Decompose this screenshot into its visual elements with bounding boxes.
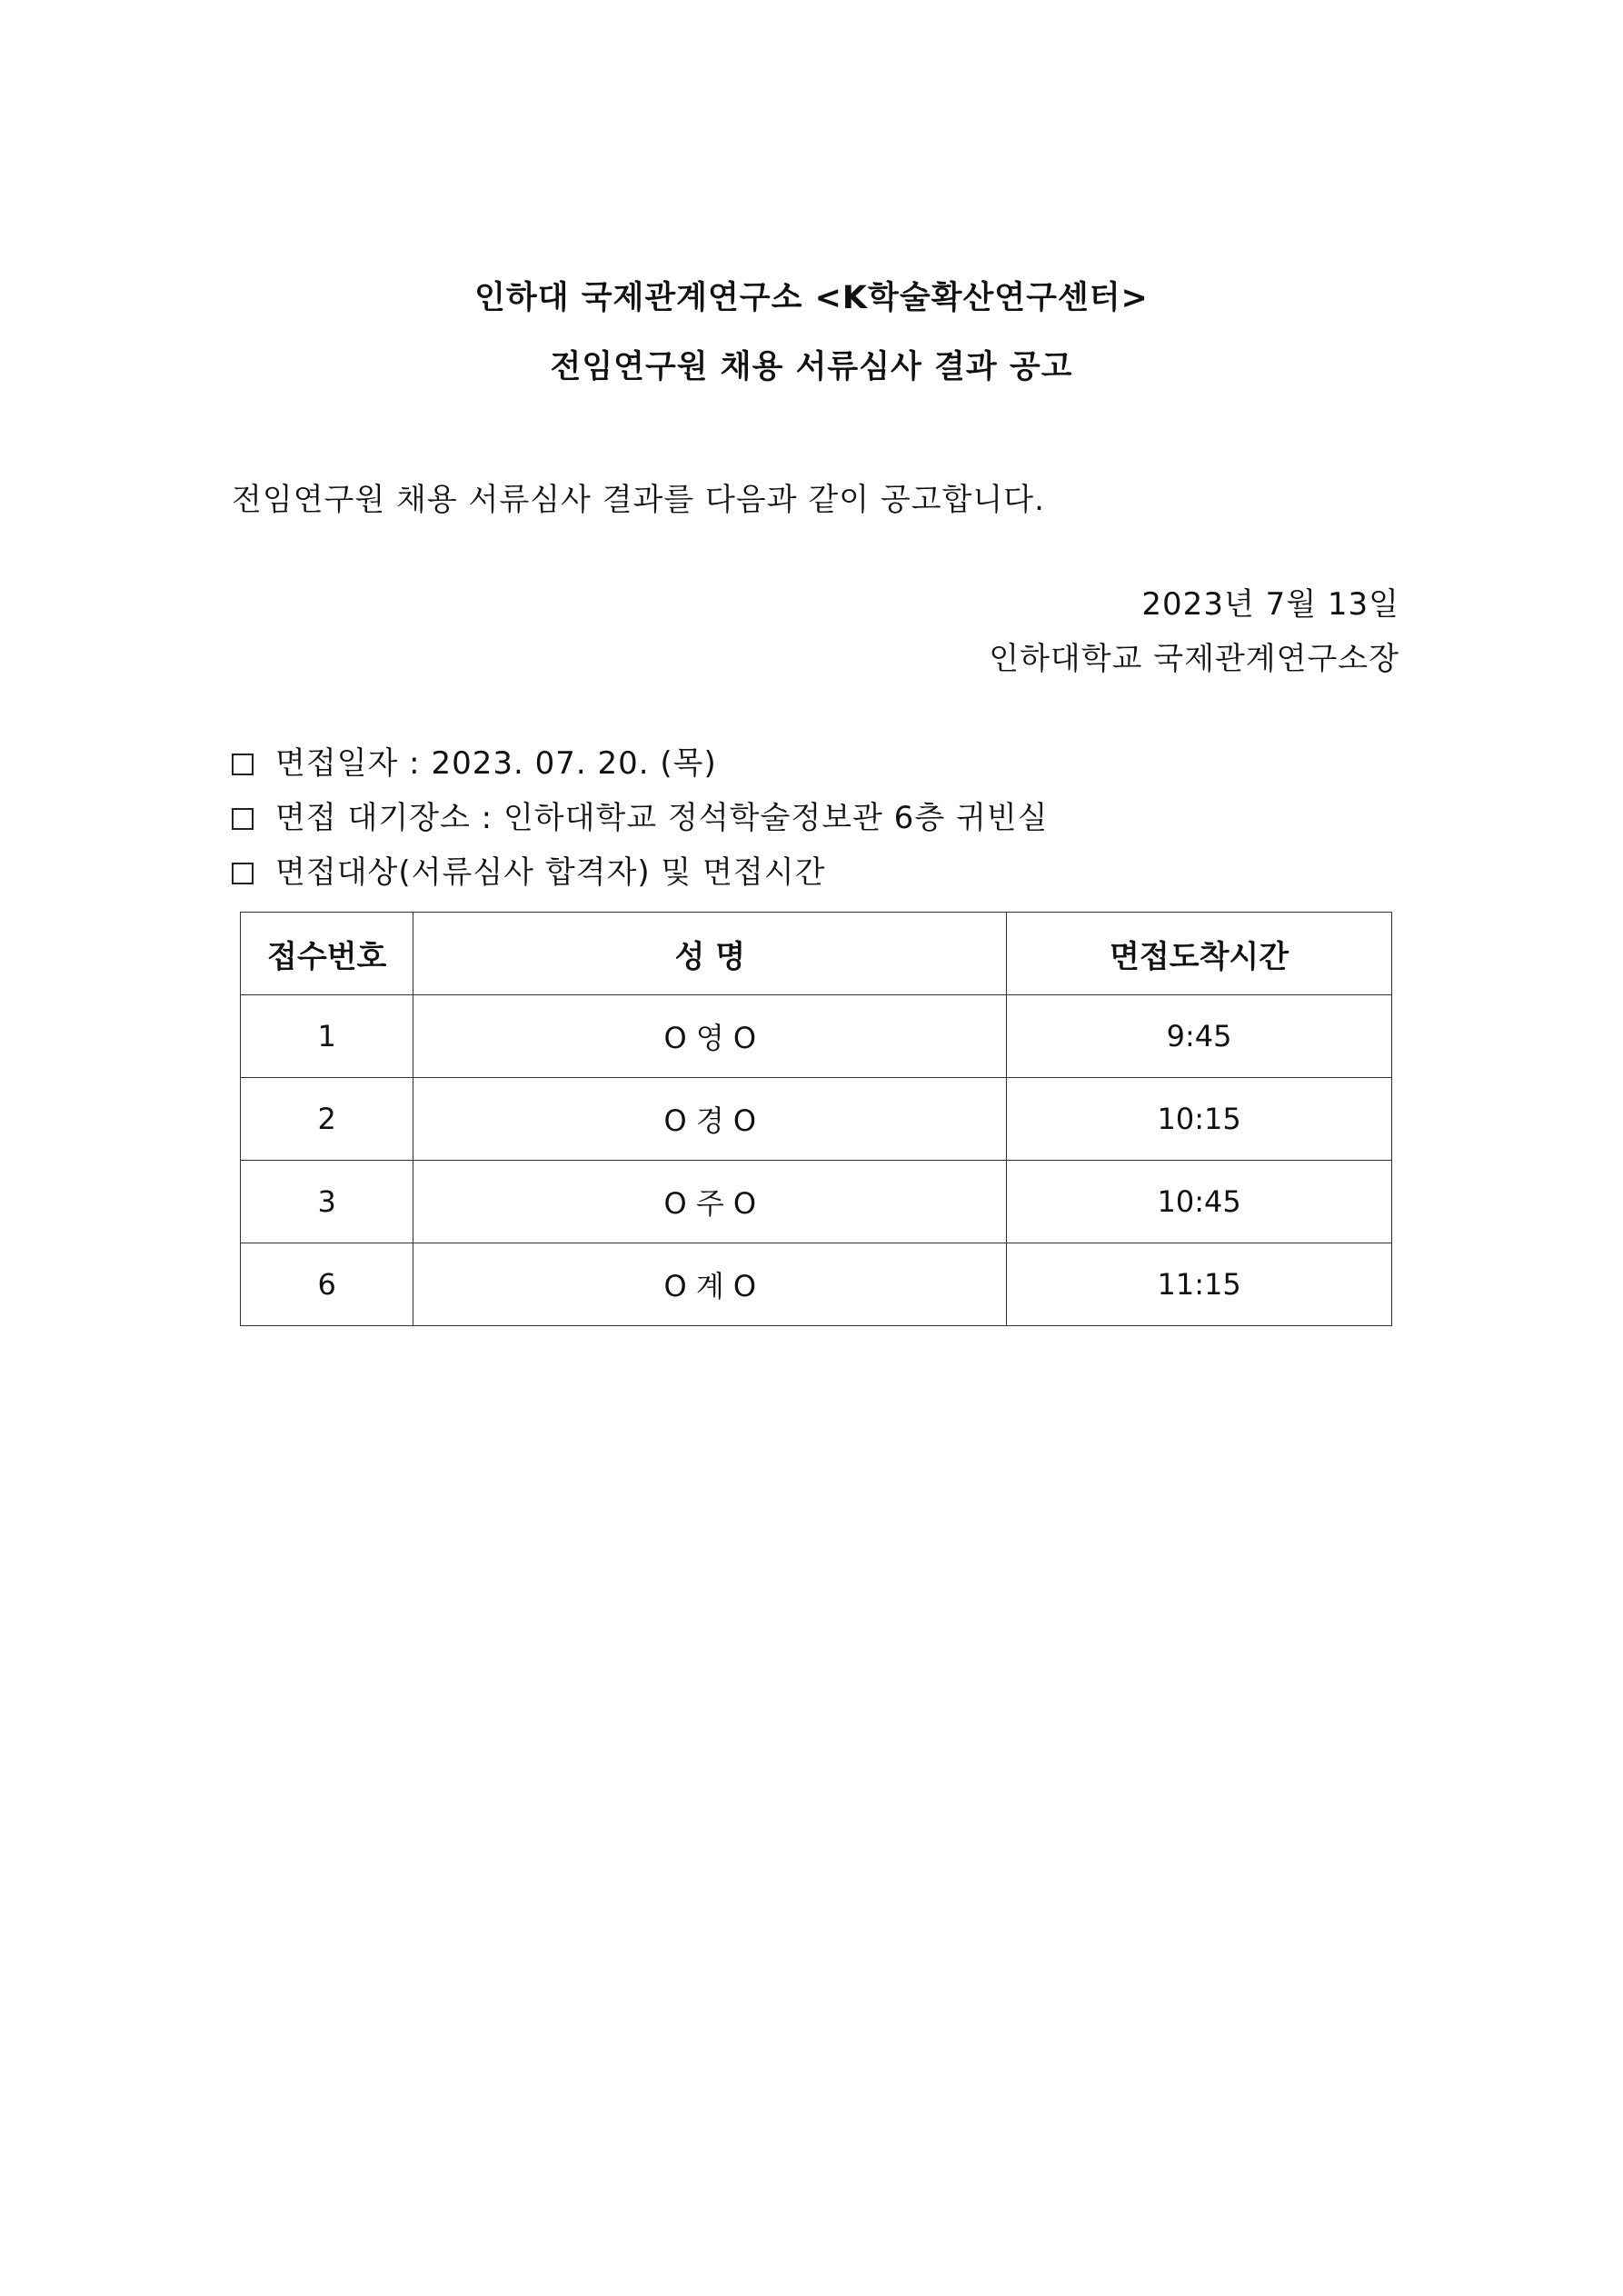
cell-name: O 영 O <box>413 995 1007 1078</box>
table-row <box>241 1243 1392 1326</box>
cell-application-number: 3 <box>241 1161 413 1243</box>
table-row <box>241 1078 1392 1161</box>
cell-application-number: 1 <box>241 995 413 1078</box>
item-text-waiting-place: 면접 대기장소 : 인하대학교 정석학술정보관 6층 귀빈실 <box>275 800 1049 836</box>
checkbox-square-icon <box>232 863 254 884</box>
checkbox-square-icon <box>232 808 254 830</box>
document-title <box>0 264 1623 402</box>
title-line-2: 전임연구원 채용 서류심사 결과 공고 <box>550 349 1073 385</box>
signature-block <box>989 577 1399 686</box>
cell-arrival-time: 10:15 <box>1007 1078 1392 1161</box>
table-header-row <box>241 913 1392 995</box>
issuer-name: 인하대학교 국제관계연구소장 <box>989 641 1399 677</box>
title-line-1: 인하대 국제관계연구소 <K학술확산연구센터> <box>474 280 1149 316</box>
cell-arrival-time: 9:45 <box>1007 995 1392 1078</box>
announcement-date: 2023년 7월 13일 <box>1141 586 1399 623</box>
cell-application-number: 6 <box>241 1243 413 1326</box>
cell-arrival-time: 11:15 <box>1007 1243 1392 1326</box>
checkbox-square-icon <box>232 754 254 775</box>
table-row <box>241 1161 1392 1243</box>
cell-name: O 경 O <box>413 1078 1007 1161</box>
list-item <box>232 845 1049 900</box>
cell-arrival-time: 10:45 <box>1007 1161 1392 1243</box>
item-text-interview-targets: 면접대상(서류심사 합격자) 및 면접시간 <box>275 854 826 891</box>
interview-schedule-table <box>240 912 1392 1326</box>
header-arrival-time: 면접도착시간 <box>1007 913 1392 995</box>
list-item <box>232 791 1049 845</box>
intro-text: 전임연구원 채용 서류심사 결과를 다음과 같이 공고합니다. <box>232 482 1045 518</box>
cell-name: O 주 O <box>413 1161 1007 1243</box>
notice-items <box>232 736 1049 900</box>
table-row <box>241 995 1392 1078</box>
list-item <box>232 736 1049 791</box>
item-text-interview-date: 면접일자 : 2023. 07. 20. (목) <box>275 745 717 782</box>
cell-name: O 계 O <box>413 1243 1007 1326</box>
header-name: 성 명 <box>413 913 1007 995</box>
header-application-number: 접수번호 <box>241 913 413 995</box>
cell-application-number: 2 <box>241 1078 413 1161</box>
